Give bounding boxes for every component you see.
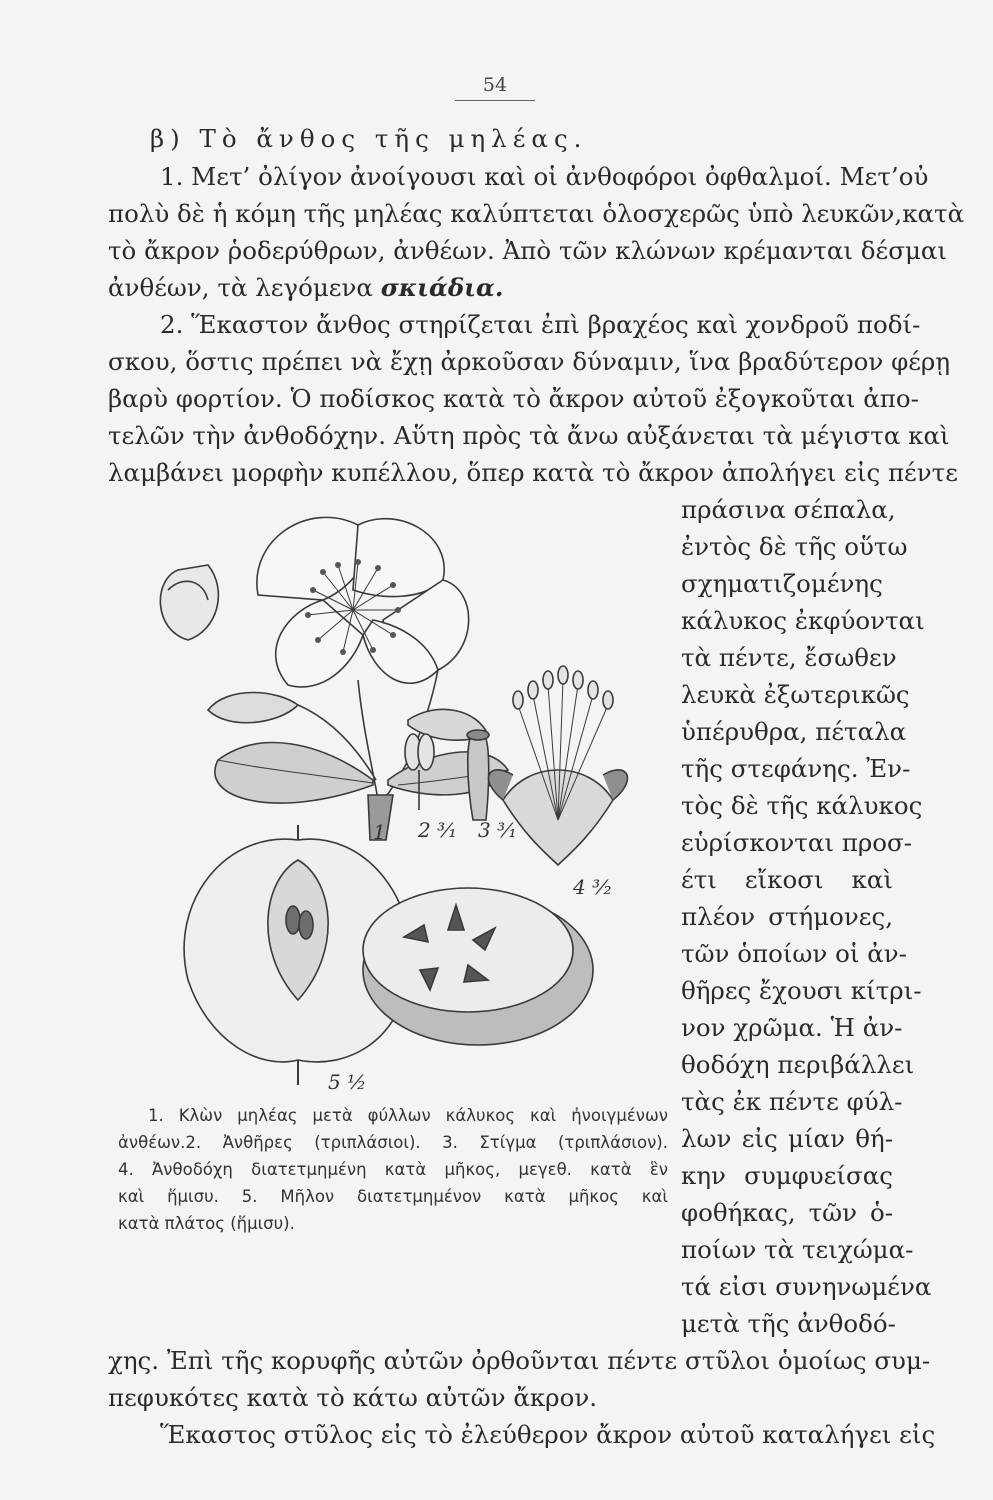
side-column-line: ποίων τὰ τειχώμα- (681, 1235, 914, 1264)
apple-blossom-illustration (108, 480, 678, 1110)
figure-label-5: 5 ½ (328, 1070, 367, 1094)
page-number: 54 (455, 74, 535, 101)
side-column-line: φοθήκας, τῶν ὁ- (681, 1198, 893, 1227)
side-column-line: λευκὰ ἐξωτερικῶς (681, 680, 910, 709)
paragraph-1-line-4 (108, 271, 893, 305)
paragraph-1-line-1: 1. Μετ’ ὀλίγον ἀνοίγουσι καὶ οἱ ἀνθοφόροι ὀφθαλμοί. Μετ’οὐ (160, 162, 929, 191)
side-column-line: ἐντὸς δὲ τῆς οὕτω (681, 532, 908, 561)
side-column-line: τῶν ὁποίων οἱ ἀν- (681, 939, 907, 968)
side-column-line: τὸς δὲ τῆς κάλυκος (681, 791, 923, 820)
paragraph-2-line-3: βαρὺ φορτίον. Ὁ ποδίσκος κατὰ τὸ ἄκρον αὐτοῦ ἐξογκοῦται ἀπο- (108, 384, 919, 413)
paragraph-1-line-2: πολὺ δὲ ἡ κόμη τῆς μηλέας καλύπτεται ὁλοσχερῶς ὑπὸ λευκῶν,κατὰ (108, 199, 965, 228)
figure-label-3: 3 ³⁄₁ (478, 818, 517, 842)
side-column-line: θοδόχη περιβάλλει (681, 1050, 915, 1079)
side-column-line: λων εἰς μίαν θή- (681, 1124, 893, 1153)
bottom-line-3: Ἕκαστος στῦλος εἰς τὸ ἐλεύθερον ἄκρον αὐτοῦ καταλήγει εἰς (160, 1420, 936, 1449)
section-title: β) Τὸ ἄνθος τῆς μηλέας. (150, 124, 588, 153)
side-column-line: θῆρες ἔχουσι κίτρι- (681, 976, 922, 1005)
figure-caption-line: καὶ ἥμισυ. 5. Μῆλον διατετμημένον κατὰ μῆκος καὶ (118, 1187, 668, 1206)
side-column-line: ὑπέρυθρα, πέταλα (681, 717, 907, 746)
side-column-line: τὰς ἐκ πέντε φύλ- (681, 1087, 903, 1116)
side-column-line: τῆς στεφάνης. Ἐν- (681, 754, 911, 783)
side-column-line: κάλυκος ἐκφύονται (681, 606, 925, 635)
paragraph-2-line-1: 2. Ἕκαστον ἄνθος στηρίζεται ἐπὶ βραχέος καὶ χονδροῦ ποδί- (160, 310, 921, 339)
paragraph-1-line-4-text: ἀνθέων, τὰ λεγόμενα (108, 273, 373, 302)
side-column-line: πράσινα σέπαλα, (681, 495, 896, 524)
figure-label-4: 4 ³⁄₂ (573, 875, 612, 899)
side-column-line: πλέον στήμονες, (681, 902, 893, 931)
figure-caption-line: 4. Ἀνθοδόχη διατετμημένη κατὰ μῆκος, μεγεθ. κατὰ ἓν (118, 1160, 668, 1179)
stigma-drawing (467, 730, 489, 820)
emphasized-term: σκιάδια. (380, 273, 504, 302)
paragraph-1-line-3: τὸ ἄκρον ῥοδερύθρων, ἀνθέων. Ἀπὸ τῶν κλώνων κρέμανται δέσμαι (108, 236, 948, 265)
paragraph-2-line-2: σκου, ὅστις πρέπει νὰ ἔχῃ ἀρκοῦσαν δύναμιν, ἵνα βραδύτερον φέρῃ (108, 347, 951, 376)
side-column-line: εὑρίσκονται προσ- (681, 828, 913, 857)
figure-label-2: 2 ³⁄₁ (418, 818, 457, 842)
flower-branch-drawing (160, 517, 508, 840)
side-column-line: μετὰ τῆς ἀνθοδό- (681, 1309, 896, 1338)
engraving-drawing (108, 480, 678, 1110)
side-column-line: σχηματιζομένης (681, 569, 883, 598)
bottom-line-1: χης. Ἐπὶ τῆς κορυφῆς αὐτῶν ὀρθοῦνται πέντε στῦλοι ὁμοίως συμ- (108, 1346, 931, 1375)
paragraph-2-line-5: λαμβάνει μορφὴν κυπέλλου, ὅπερ κατὰ τὸ ἄκρον ἀπολήγει εἰς πέντε (108, 458, 958, 487)
side-column-line: νον χρῶμα. Ἡ ἀν- (681, 1013, 903, 1042)
side-column-line: κην συμφυείσας (681, 1161, 893, 1190)
side-column-line: έτι εἴκοσι καὶ (681, 865, 893, 894)
paragraph-2-line-4: τελῶν τὴν ἀνθοδόχην. Αὕτη πρὸς τὰ ἄνω αὐξάνεται τὰ μέγιστα καὶ (108, 421, 950, 450)
figure-label-1: 1 (373, 820, 386, 844)
figure-caption-line: 1. Κλὼν μηλέας μετὰ φύλλων κάλυκος καὶ ἠνοιγμένων (148, 1106, 668, 1125)
side-column-line: τὰ πέντε, ἔσωθεν (681, 643, 897, 672)
bottom-line-2: πεφυκότες κατὰ τὸ κάτω αὐτῶν ἄκρον. (108, 1383, 598, 1412)
figure-caption-line: κατὰ πλάτος (ἥμισυ). (118, 1214, 295, 1233)
apple-sections-drawing (184, 825, 593, 1085)
figure-caption-line: ἀνθέων.2. Ἀνθῆρες (τριπλάσιοι). 3. Στίγμα (τριπλάσιον). (118, 1133, 668, 1152)
side-column-line: τά εἰσι συνηνωμένα (681, 1272, 932, 1301)
